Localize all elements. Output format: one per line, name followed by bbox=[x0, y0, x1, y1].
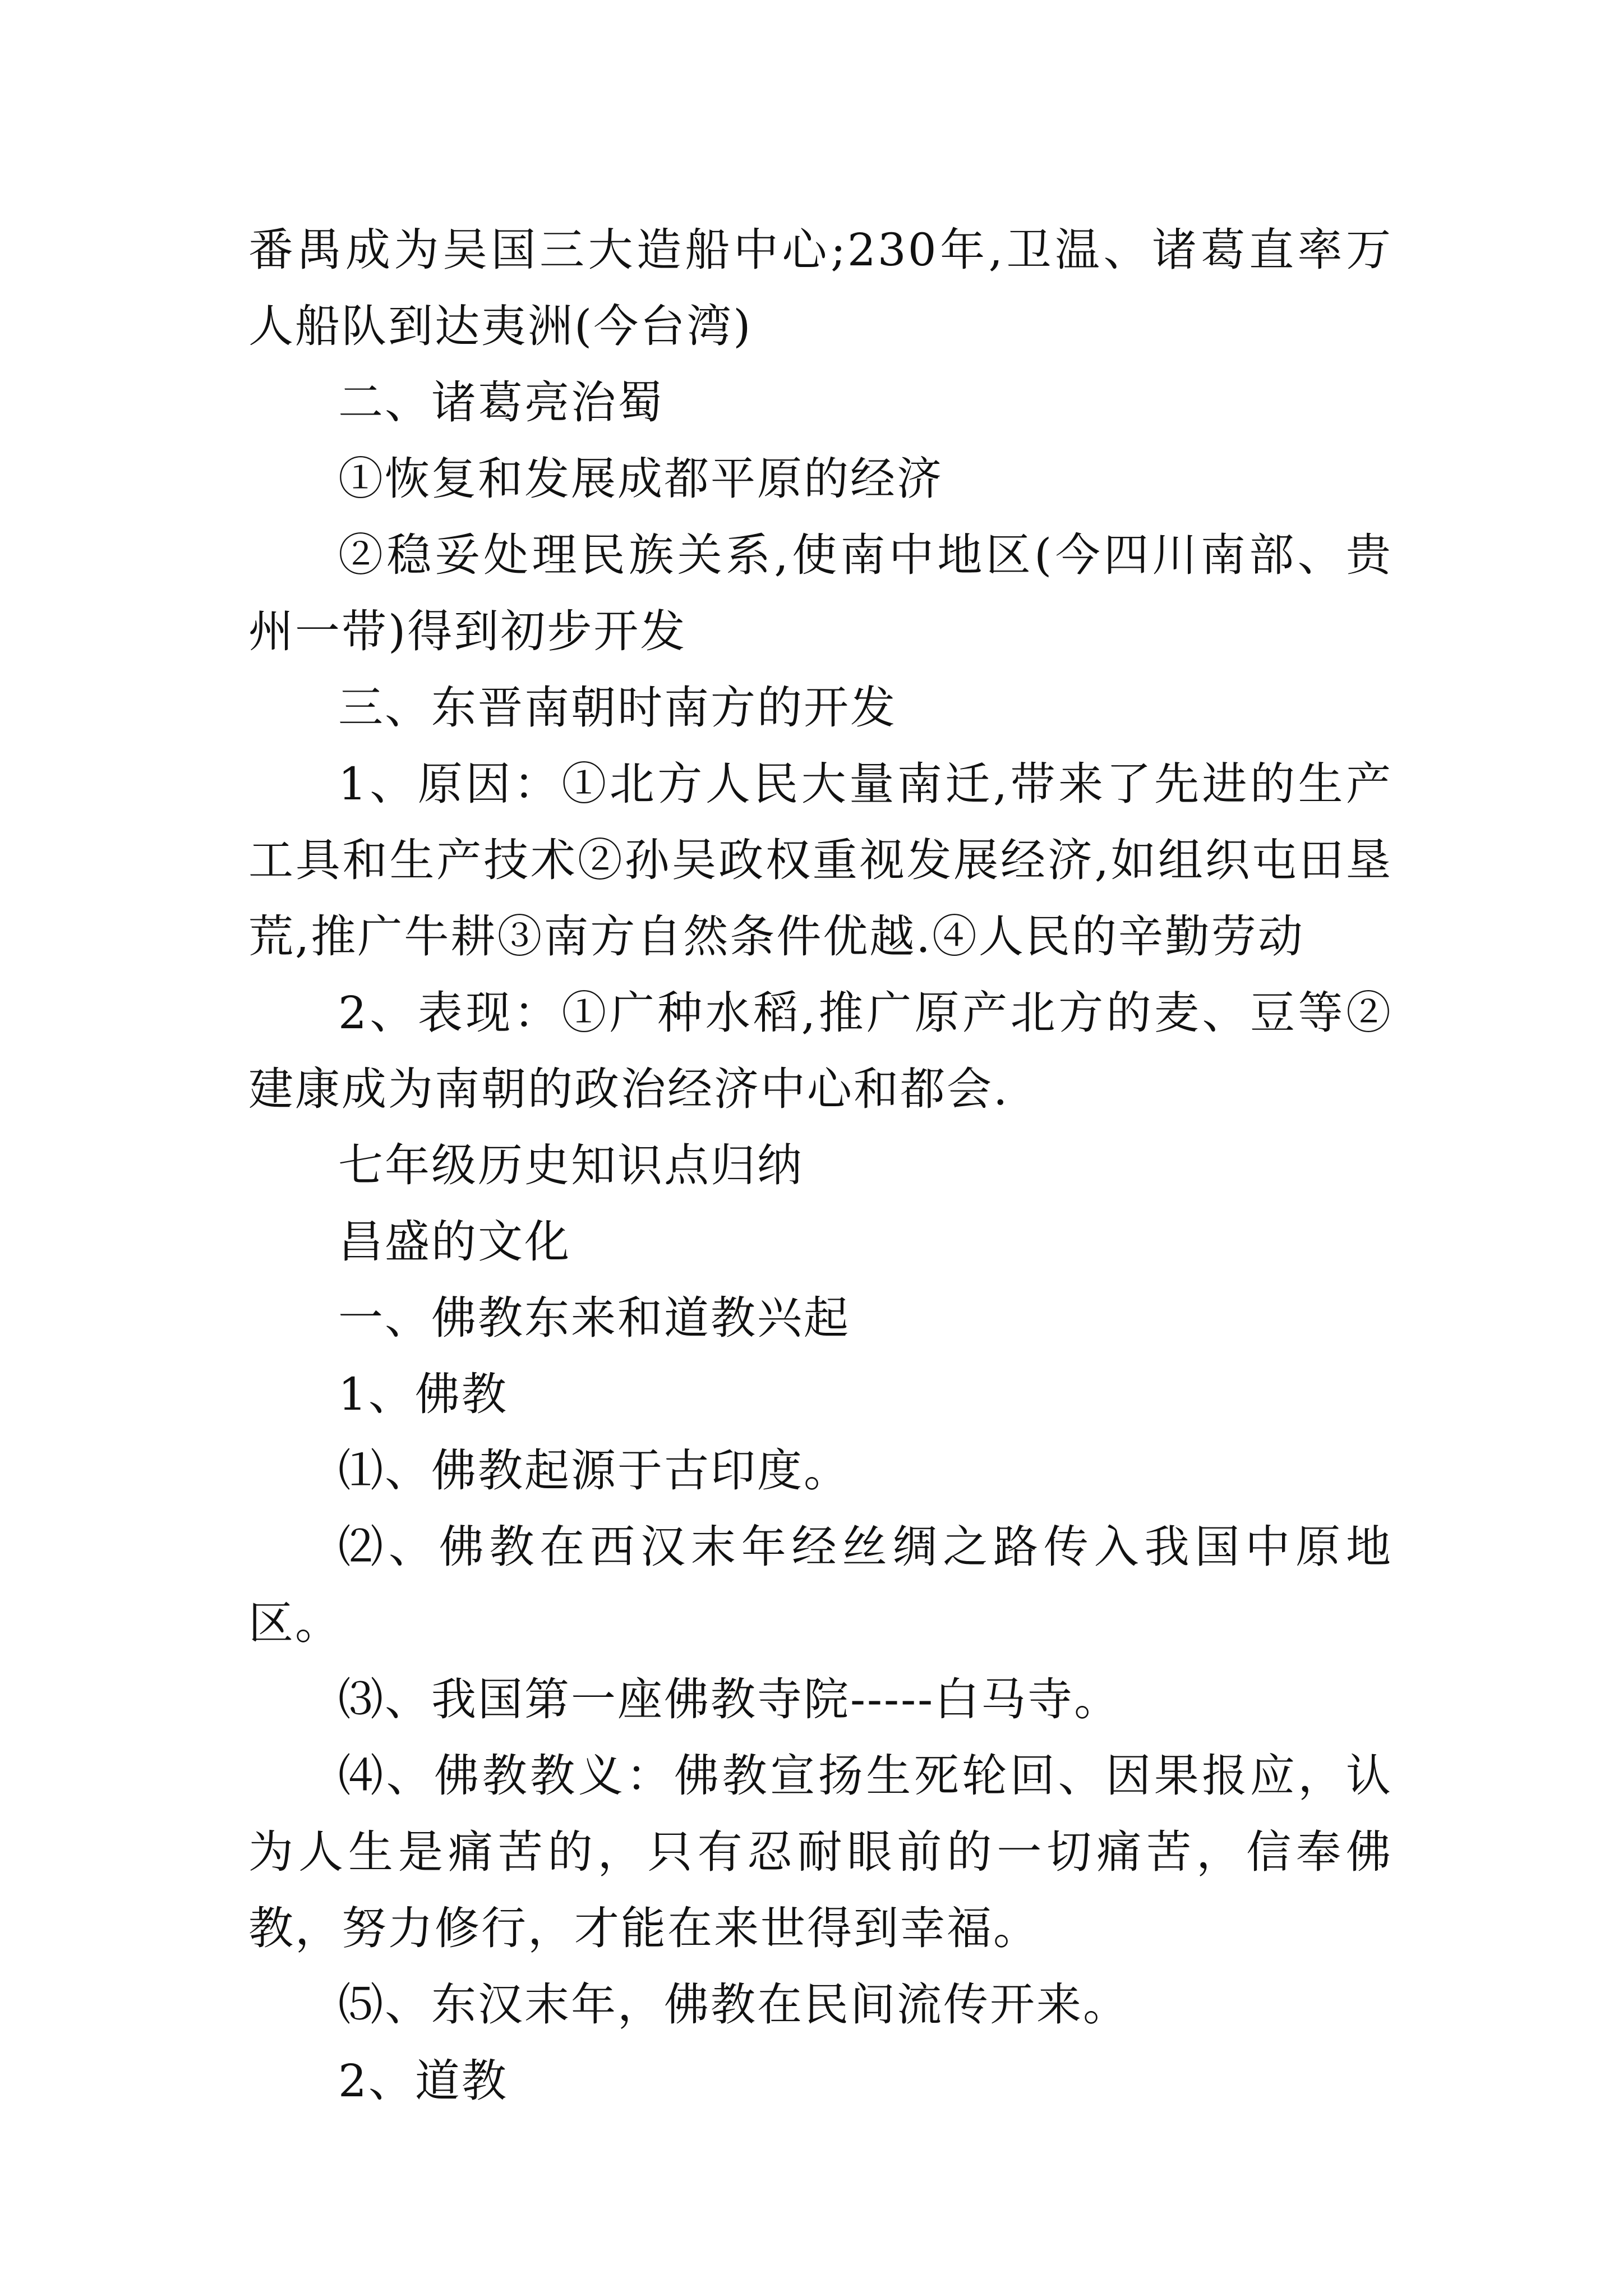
subsection-heading-buddhism: 1、佛教 bbox=[338, 1368, 508, 1420]
document-title: 七年级历史知识点归纳 bbox=[338, 1139, 804, 1191]
section-heading-buddhism-taoism: 一、佛教东来和道教兴起 bbox=[338, 1292, 850, 1344]
paragraph-causes: 1、原因：①北方人民大量南迁,带来了先进的生产工具和生产技术②孙吴政权重视发展经济,如组织屯田垦荒,推广牛耕③南方自然条件优越.④人民的辛勤劳动 bbox=[248, 758, 1393, 963]
paragraph-manifestations: 2、表现：①广种水稻,推广原产北方的麦、豆等②建康成为南朝的政治经济中心和都会. bbox=[248, 987, 1393, 1115]
chapter-title: 昌盛的文化 bbox=[338, 1216, 571, 1268]
list-item: ⑴、佛教起源于古印度。 bbox=[338, 1444, 850, 1497]
list-item: ②稳妥处理民族关系,使南中地区(今四川南部、贵州一带)得到初步开发 bbox=[248, 529, 1393, 657]
list-item: ⑶、我国第一座佛教寺院-----白马寺。 bbox=[338, 1673, 1121, 1726]
list-item: ⑵、佛教在西汉末年经丝绸之路传入我国中原地区。 bbox=[248, 1521, 1393, 1649]
list-item: ⑸、东汉末年，佛教在民间流传开来。 bbox=[338, 1978, 1129, 2031]
list-item: ①恢复和发展成都平原的经济 bbox=[338, 453, 943, 505]
document-body bbox=[248, 212, 1393, 2119]
subsection-heading-taoism: 2、道教 bbox=[338, 2055, 508, 2107]
section-heading-zhuge-liang: 二、诸葛亮治蜀 bbox=[338, 376, 664, 429]
paragraph-continuation: 番禺成为吴国三大造船中心;230年,卫温、诸葛直率万人船队到达夷洲(今台湾) bbox=[248, 224, 1393, 352]
list-item: ⑷、佛教教义：佛教宣扬生死轮回、因果报应，认为人生是痛苦的，只有忍耐眼前的一切痛苦，信奉佛教，努力修行，才能在来世得到幸福。 bbox=[248, 1750, 1393, 1954]
section-heading-southern-development: 三、东晋南朝时南方的开发 bbox=[338, 682, 897, 734]
